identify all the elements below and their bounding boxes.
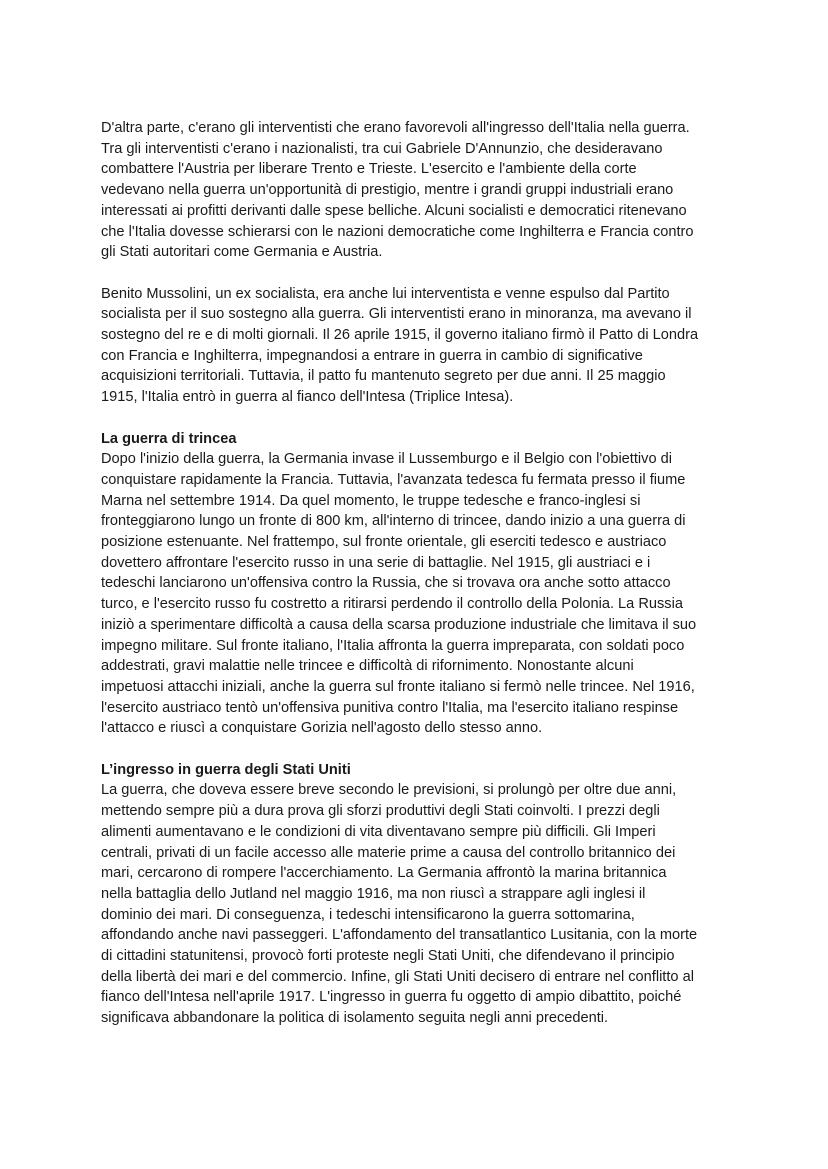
section-ingresso-stati-uniti xyxy=(101,760,731,1029)
section-guerra-di-trincea xyxy=(101,429,731,740)
section-body: Dopo l'inizio della guerra, la Germania invase il Lussemburgo e il Belgio con l'obiettivo di conquistare rapidamente la Francia. Tuttavia, l'avanzata tedesca fu fermata presso il fiume Marna nel settembre 1914. Da quel momento, le truppe tedesche e franco-inglesi si fronteggiarono lungo un fronte di 800 km, all'interno di trincee, dando inizio a una guerra di posizione estenuante. Nel frattempo, sul fronte orientale, gli eserciti tedesco e austriaco dovettero affrontare l'esercito russo in una serie di battaglie. Nel 1915, gli austriaci e i tedeschi lanciarono un'offensiva contro la Russia, che si trovava ora anche sotto attacco turco, e l'esercito russo fu costretto a ritirarsi perdendo il controllo della Polonia. La Russia iniziò a sperimentare difficoltà a causa della scarsa produzione industriale che limitava il suo impegno militare. Sul fronte italiano, l'Italia affronta la guerra impreparata, con soldati poco addestrati, gravi malattie nelle trincee e difficoltà di rifornimento. Nonostante alcuni impetuosi attacchi iniziali, anche la guerra sul fronte italiano si fermò nelle trincee. Nel 1916, l'esercito austriaco tentò un'offensiva punitiva contro l'Italia, ma l'esercito italiano respinse l'attacco e riuscì a conquistare Gorizia nell'agosto dello stesso anno. xyxy=(101,451,697,737)
section-body: La guerra, che doveva essere breve secondo le previsioni, si prolungò per oltre due anni, mettendo sempre più a dura prova gli sforzi produttivi degli Stati coinvolti. I prezzi degli alimenti aumentavano e le condizioni di vita diventavano sempre più difficili. Gli Imperi centrali, privati di un facile accesso alle materie prime a causa del controllo britannico dei mari, cercarono di rompere l'accerchiamento. La Germania affrontò la marina britannica nella battaglia dello Jutland nel maggio 1916, ma non riuscì a strappare agli inglesi il dominio dei mari. Di conseguenza, i tedeschi intensificarono la guerra sottomarina, affondando anche navi passeggeri. L'affondamento del transatlantico Lusitania, con la morte di cittadini statunitensi, provocò forti proteste negli Stati Uniti, che difendevano il principio della libertà dei mari e del commercio. Infine, gli Stati Uniti decisero di entrare nel conflitto al fianco dell'Intesa nell'aprile 1917. L'ingresso in guerra fu oggetto di ampio dibattito, poiché significava abbandonare la politica di isolamento seguita negli anni precedenti. xyxy=(101,782,698,1027)
section-heading: La guerra di trincea xyxy=(101,430,237,447)
document-body xyxy=(101,118,731,1050)
paragraph-mussolini: Benito Mussolini, un ex socialista, era anche lui interventista e venne espulso dal Partito socialista per il suo sostegno alla guerra. Gli interventisti erano in minoranza, ma avevano il sostegno del re e di molti giornali. Il 26 aprile 1915, il governo italiano firmò il Patto di Londra con Francia e Inghilterra, impegnandosi a entrare in guerra in cambio di significative acquisizioni territoriali. Tuttavia, il patto fu mantenuto segreto per due anni. Il 25 maggio 1915, l'Italia entrò in guerra al fianco dell'Intesa (Triplice Intesa). xyxy=(101,285,699,406)
paragraph-interventisti: D'altra parte, c'erano gli interventisti che erano favorevoli all'ingresso dell'Italia nella guerra. Tra gli interventisti c'erano i nazionalisti, tra cui Gabriele D'Annunzio, che desideravano combattere l'Austria per liberare Trento e Trieste. L'esercito e l'ambiente della corte vedevano nella guerra un'opportunità di prestigio, mentre i grandi gruppi industriali erano interessati ai profitti derivanti dalle spese belliche. Alcuni socialisti e democratici ritenevano che l'Italia dovesse schierarsi con le nazioni democratiche come Inghilterra e Francia contro gli Stati autoritari come Germania e Austria. xyxy=(101,120,694,261)
section-heading: L’ingresso in guerra degli Stati Uniti xyxy=(101,761,351,778)
